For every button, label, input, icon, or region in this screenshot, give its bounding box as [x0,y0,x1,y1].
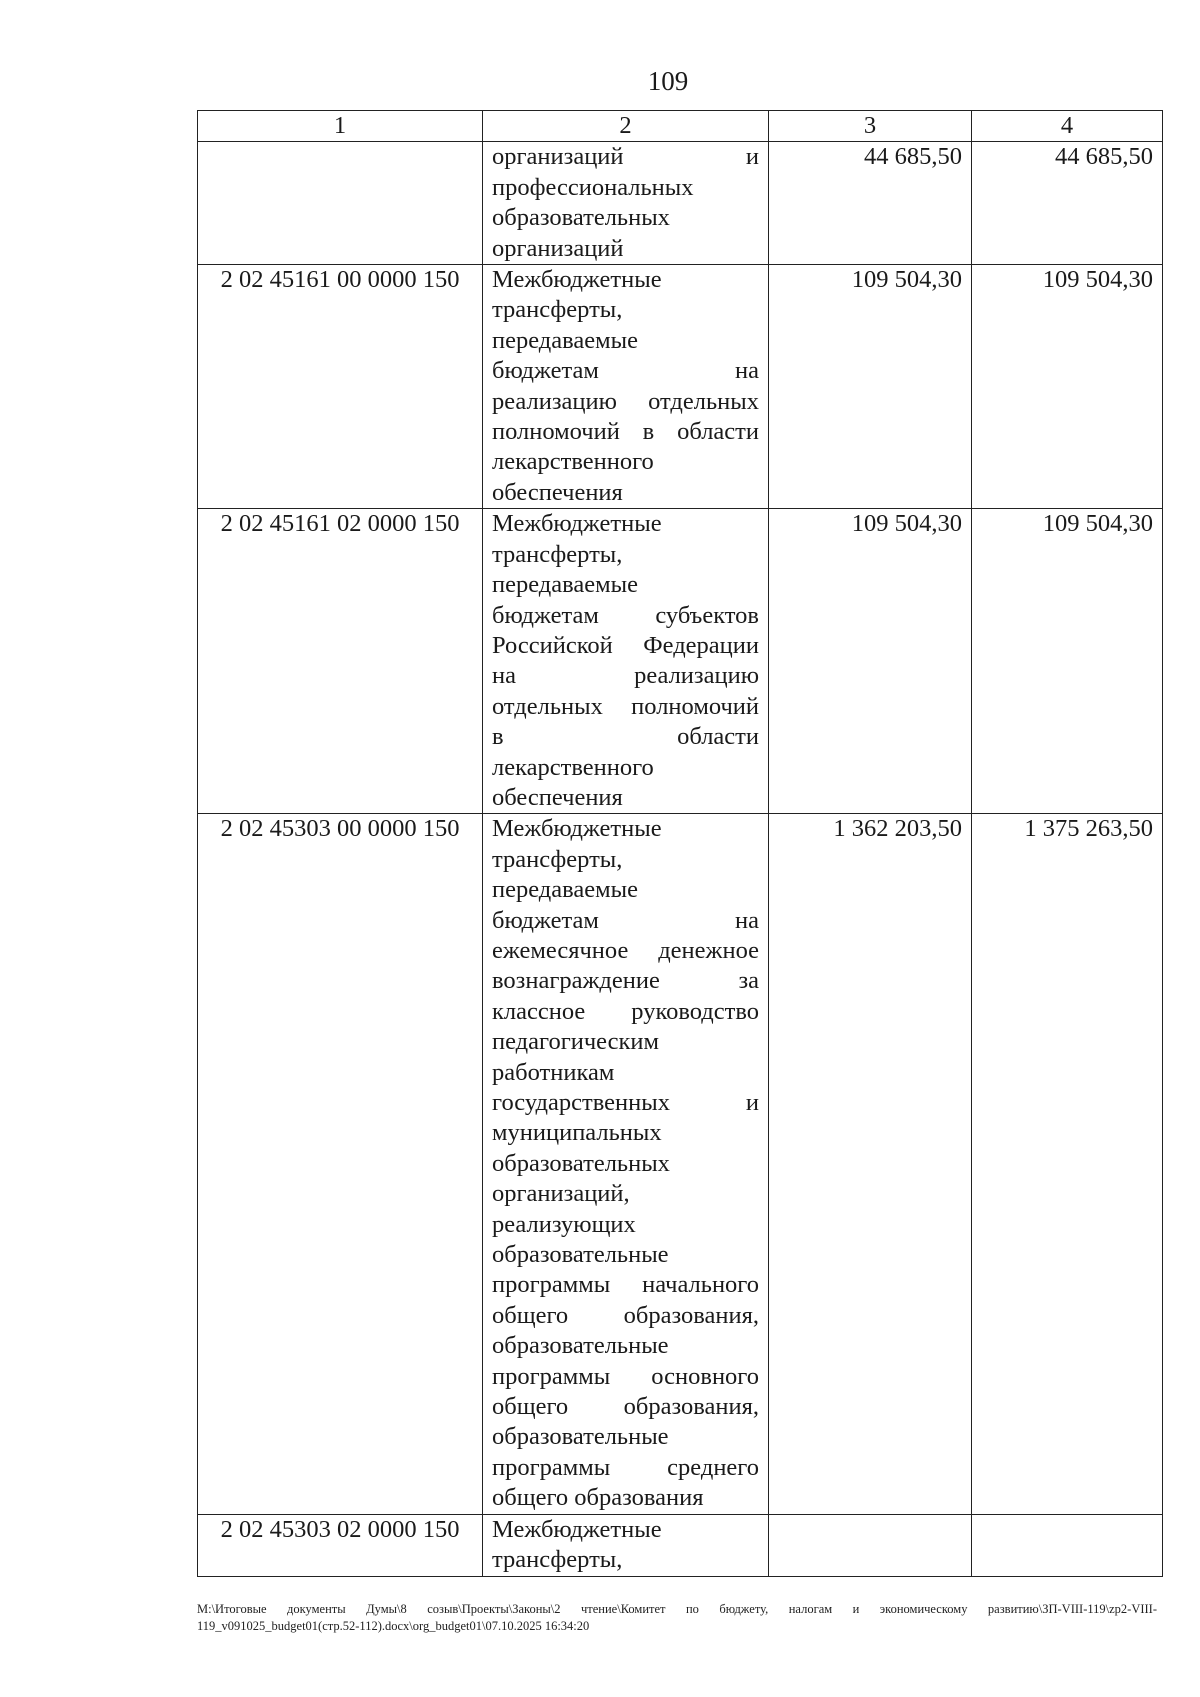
item-name-line: обеспечения [492,783,623,811]
item-name-line: Межбюджетные [492,1515,662,1543]
budget-code-cell: 2 02 45161 02 0000 150 [198,509,483,814]
item-name-line: организаций и [492,143,759,171]
item-name-line: в области [492,723,759,751]
amount-col-3-cell: 44 685,50 [769,142,972,265]
budget-code-cell: 2 02 45303 02 0000 150 [198,1514,483,1576]
budget-table [197,110,1163,1577]
item-name-line: работникам [492,1058,615,1086]
item-name-line: передаваемые [492,571,638,599]
item-name-line: на реализацию [492,662,759,690]
amount-col-4-cell [972,1514,1163,1576]
item-name-line: общего образования, [492,1393,759,1421]
table-row [198,1514,1163,1576]
item-name-line: организаций, [492,1180,630,1208]
amount-col-3-cell: 109 504,30 [769,265,972,509]
item-name-line: общего образования [492,1484,704,1512]
amount-col-3-cell [769,1514,972,1576]
budget-item-name-cell [483,814,769,1514]
item-name-line: трансферты, [492,845,623,873]
item-name-line: трансферты, [492,1546,623,1574]
item-name-line: вознаграждение за [492,967,759,995]
item-name-line: образовательные [492,1241,669,1269]
item-name-line: лекарственного [492,753,654,781]
header-col-1: 1 [198,111,483,142]
item-name-line: передаваемые [492,876,638,904]
item-name-line: трансферты, [492,540,623,568]
budget-item-name-cell [483,142,769,265]
amount-col-4-cell: 109 504,30 [972,509,1163,814]
table-row [198,142,1163,265]
amount-col-3-cell: 109 504,30 [769,509,972,814]
item-name-line: организаций [492,234,624,262]
table-row [198,814,1163,1514]
amount-col-4-cell: 109 504,30 [972,265,1163,509]
budget-item-name-cell [483,265,769,509]
item-name-line: Российской Федерации [492,631,759,659]
item-name-line: образовательных [492,204,670,232]
item-name-line: Межбюджетные [492,510,662,538]
budget-item-name-cell [483,509,769,814]
item-name-line: муниципальных [492,1119,662,1147]
budget-item-name-cell [483,1514,769,1576]
item-name-line: государственных и [492,1089,759,1116]
item-name-line: бюджетам на [492,357,759,385]
item-name-line: ежемесячное денежное [492,936,759,964]
budget-table-body [198,111,1163,1577]
item-name-line: образовательные [492,1332,669,1360]
item-name-line: отдельных полномочий [492,692,759,720]
table-row [198,265,1163,509]
item-name-line: педагогическим [492,1028,660,1056]
item-name-line: классное руководство [492,997,759,1025]
item-name-line: реализацию отдельных [492,387,759,415]
header-col-2: 2 [483,111,769,142]
budget-code-cell [198,142,483,265]
item-name-line: программы начального [492,1271,759,1299]
file-path-footer [197,1601,1157,1635]
item-name-line: полномочий в области [492,418,759,446]
item-name-line: трансферты, [492,296,623,324]
page-number: 109 [647,66,689,96]
item-name-line: профессиональных [492,173,694,201]
item-name-line: передаваемые [492,326,638,354]
item-name-line: программы среднего [492,1453,759,1481]
header-col-3: 3 [769,111,972,142]
amount-col-3-cell: 1 362 203,50 [769,814,972,1514]
footer-path-line-1: М:\Итоговые документы Думы\8 созыв\Проекты\Законы\2 чтение\Комитет по бюджету, налогам и экономическому развитию\ЗП-VIII-119\zp2-VIII- [197,1602,1157,1616]
item-name-line: Межбюджетные [492,266,662,294]
item-name-line: образовательных [492,1149,670,1177]
item-name-line: лекарственного [492,448,654,476]
budget-code-cell: 2 02 45303 00 0000 150 [198,814,483,1514]
item-name-line: бюджетам на [492,906,759,934]
item-name-line: реализующих [492,1210,636,1238]
item-name-line: Межбюджетные [492,815,662,843]
table-header-row [198,111,1163,142]
item-name-line: обеспечения [492,478,623,506]
item-name-line: образовательные [492,1423,669,1451]
amount-col-4-cell: 1 375 263,50 [972,814,1163,1514]
header-col-4: 4 [972,111,1163,142]
table-row [198,509,1163,814]
item-name-line: бюджетам субъектов [492,601,759,629]
footer-path-line-2: 119_v091025_budget01(стр.52-112).docx\org_budget01\07.10.2025 16:34:20 [197,1619,590,1633]
item-name-line: программы основного [492,1362,759,1390]
budget-code-cell: 2 02 45161 00 0000 150 [198,265,483,509]
item-name-line: общего образования, [492,1301,759,1329]
amount-col-4-cell: 44 685,50 [972,142,1163,265]
